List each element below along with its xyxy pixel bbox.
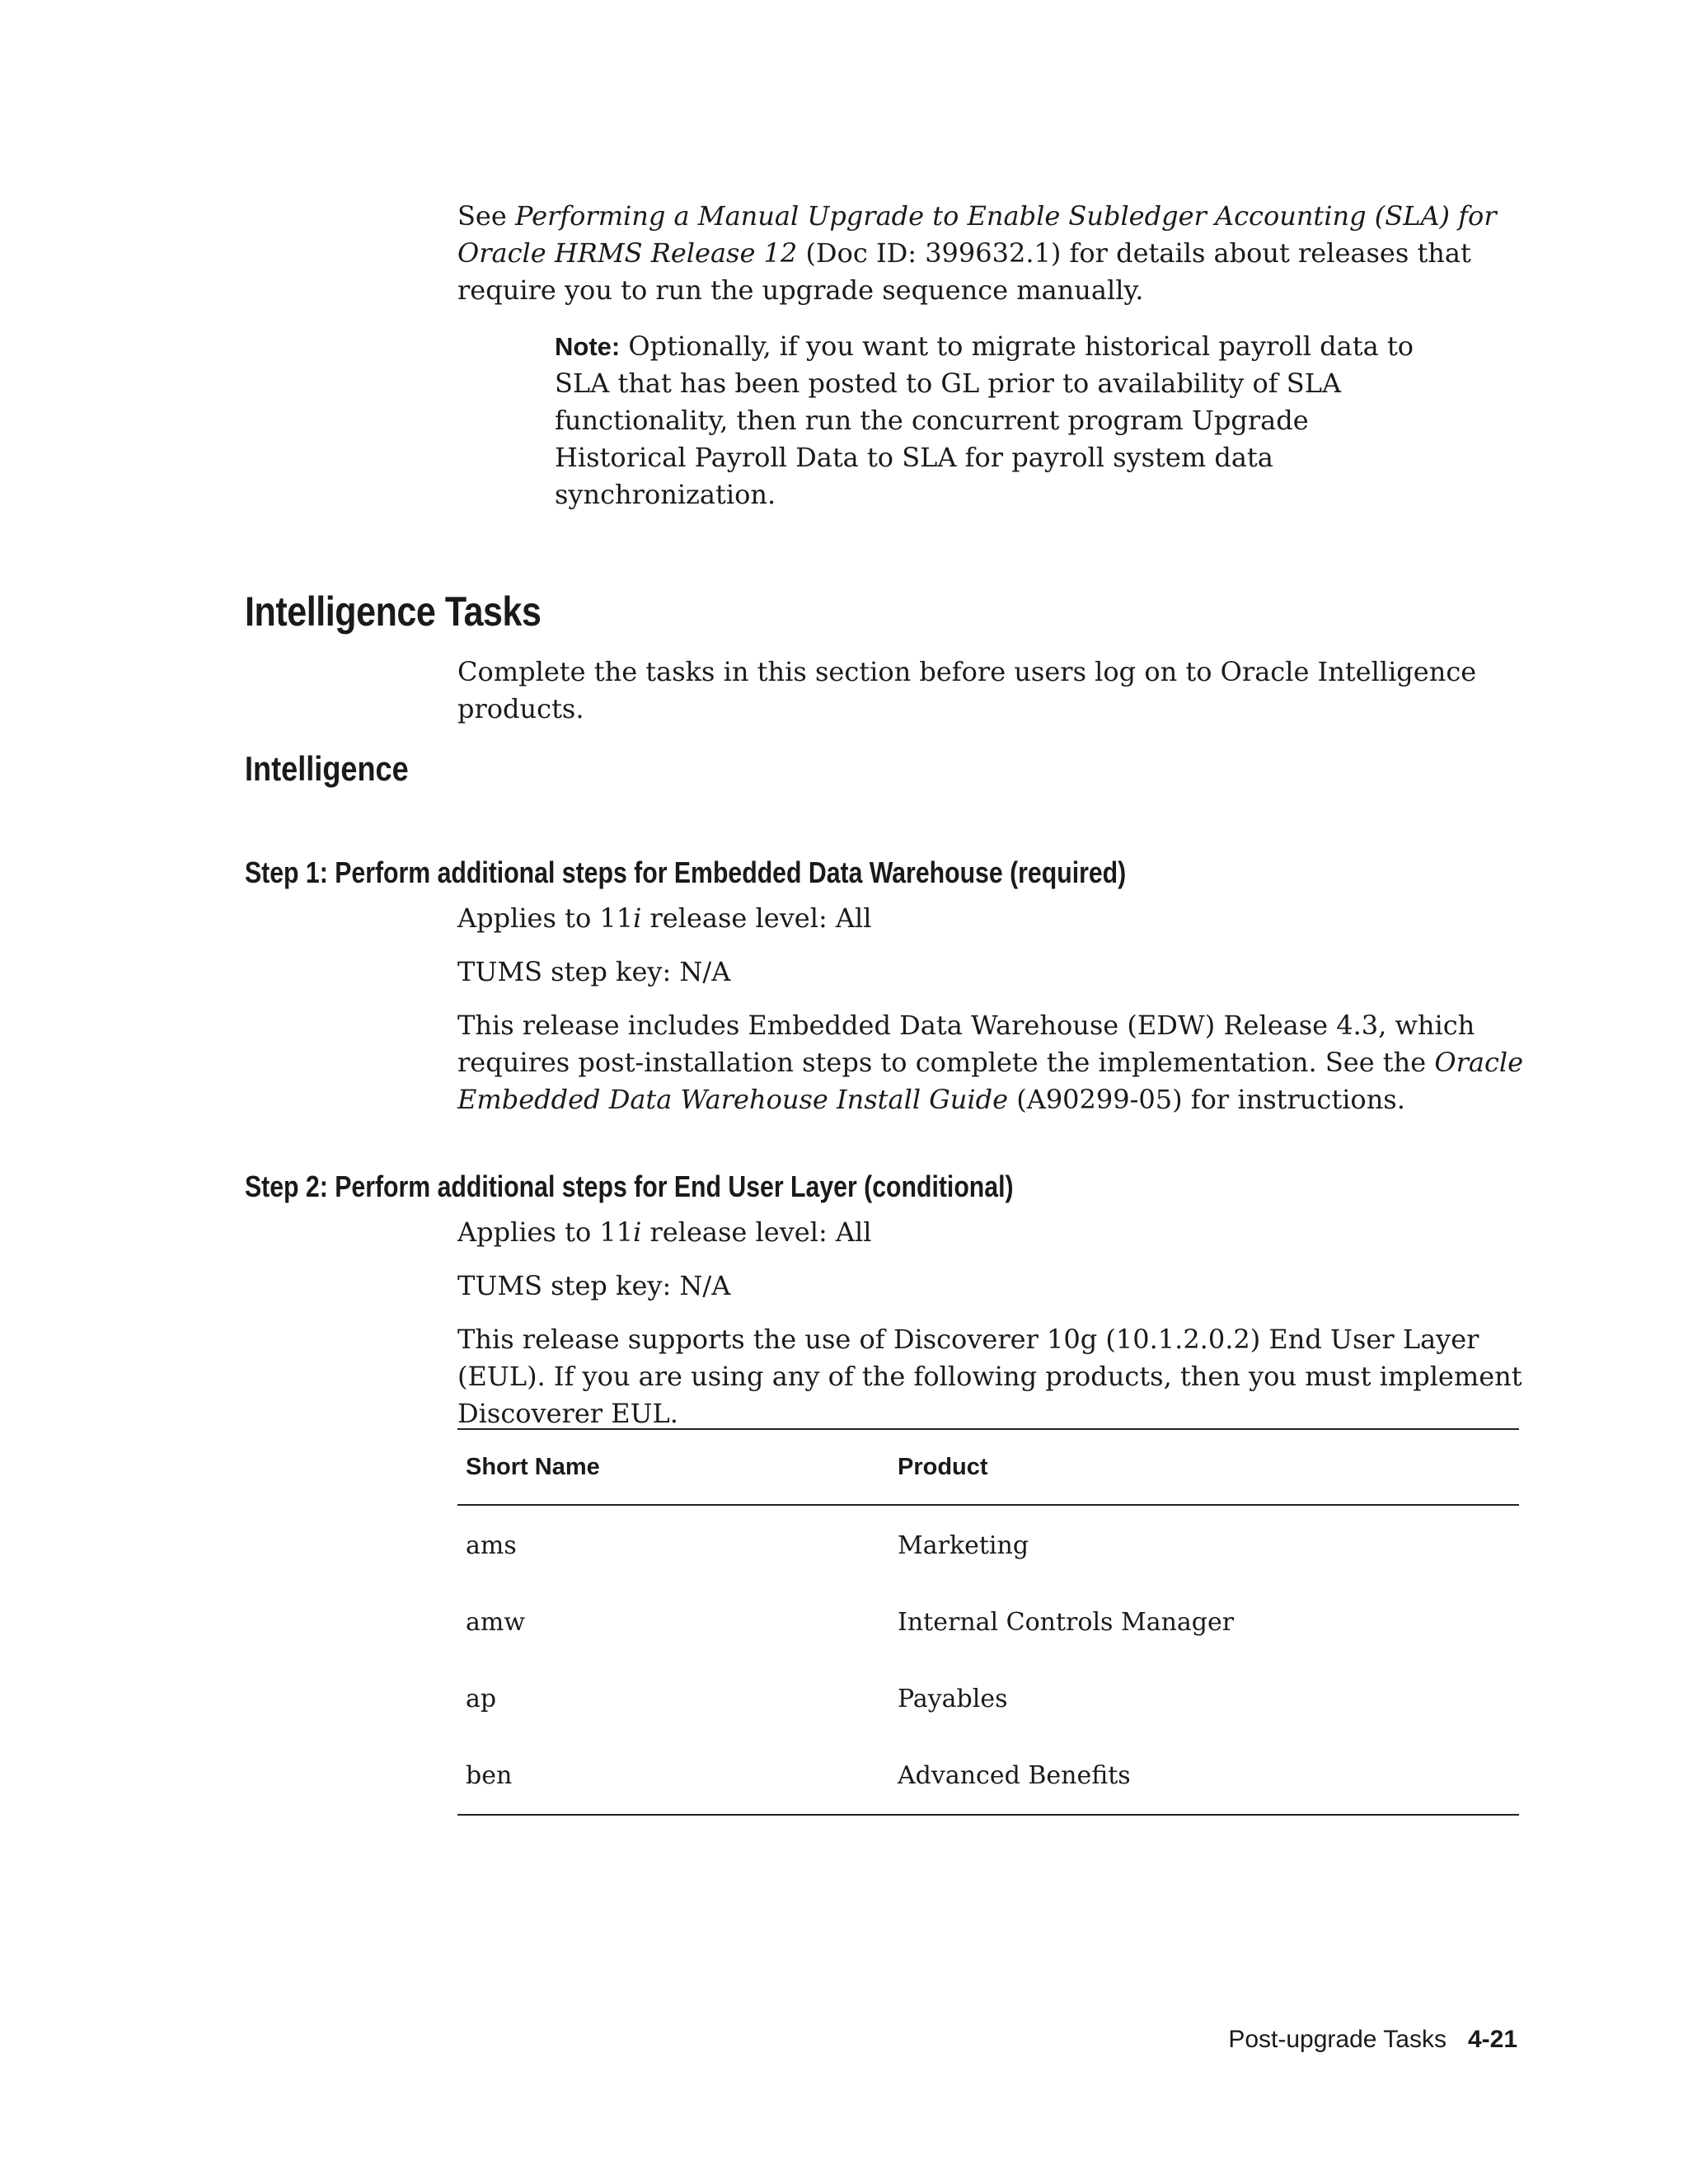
step1-description [457,1007,1529,1118]
note-block [555,328,1428,513]
footer-section-name: Post-upgrade Tasks [1228,2026,1447,2053]
intro-rest: (Doc ID: 399632.1) for details about releases that require you to run the upgrade sequence manually. [457,237,1471,306]
table-row [457,1507,1519,1584]
page-number: 4-21 [1467,2026,1517,2053]
step2-tums-text: TUMS step key: N/A [457,1270,731,1301]
step1-applies-italic: i [633,902,642,934]
step1-desc-a: This release includes Embedded Data Warehouse (EDW) Release 4.3, which requires post-installation steps to complete the implementation. See the [457,1010,1475,1078]
section-intro-text: Complete the tasks in this section before users log on to Oracle Intelligence products. [457,656,1477,724]
step2-applies-suffix: release level: All [641,1216,872,1248]
cell-product: Advanced Benefits [898,1761,1131,1790]
intro-paragraph [457,198,1529,309]
section-title: Intelligence Tasks [245,588,542,635]
intro-see: See [457,200,515,232]
intro-doc-title: Performing a Manual Upgrade to Enable Subledger Accounting (SLA) for Oracle HRMS Release 12 [457,200,1497,269]
cell-short-name: ap [466,1685,497,1713]
cell-short-name: amw [466,1608,526,1637]
step2-tums [457,1268,1529,1305]
note-label: Note: [555,332,621,361]
step2-description [457,1321,1529,1432]
column-header-short-name: Short Name [466,1453,600,1480]
cell-product: Internal Controls Manager [898,1608,1235,1637]
table-header [457,1430,1519,1506]
page-footer [1228,2023,1517,2056]
step1-tums [457,954,1529,991]
cell-short-name: ben [466,1761,513,1790]
step2-heading: Step 2: Perform additional steps for End User Layer (conditional) [245,1169,1014,1203]
products-table [457,1428,1519,1816]
step1-tums-text: TUMS step key: N/A [457,956,731,987]
step1-desc-b: (A90299-05) for instructions. [1008,1084,1405,1115]
table-body [457,1507,1519,1814]
column-header-product: Product [898,1453,988,1480]
step2-applies [457,1214,1529,1251]
step2-applies-italic: i [633,1216,642,1248]
section-intro [457,654,1529,728]
table-row [457,1661,1519,1737]
step2-desc-text: This release supports the use of Discoverer 10g (10.1.2.0.2) End User Layer (EUL). If you are using any of the following products, then you must implement Discoverer EUL. [457,1324,1522,1429]
note-text: Optionally, if you want to migrate historical payroll data to SLA that has been posted to GL prior to availability of SLA functionality, then run the concurrent program Upgrade Historical Payroll Data to SLA for payroll system data synchronization. [555,330,1414,510]
step1-applies-prefix: Applies to 11 [457,902,634,934]
step1-desc-guide: Oracle Embedded Data Warehouse Install Guide [457,1047,1524,1115]
cell-product: Payables [898,1685,1008,1713]
step1-applies-suffix: release level: All [641,902,872,934]
step1-applies [457,900,1529,937]
cell-short-name: ams [466,1531,517,1560]
cell-product: Marketing [898,1531,1029,1560]
subsection-title: Intelligence [245,749,409,788]
step1-heading: Step 1: Perform additional steps for Embedded Data Warehouse (required) [245,855,1127,889]
table-row [457,1737,1519,1814]
table-row [457,1584,1519,1661]
step2-applies-prefix: Applies to 11 [457,1216,634,1248]
